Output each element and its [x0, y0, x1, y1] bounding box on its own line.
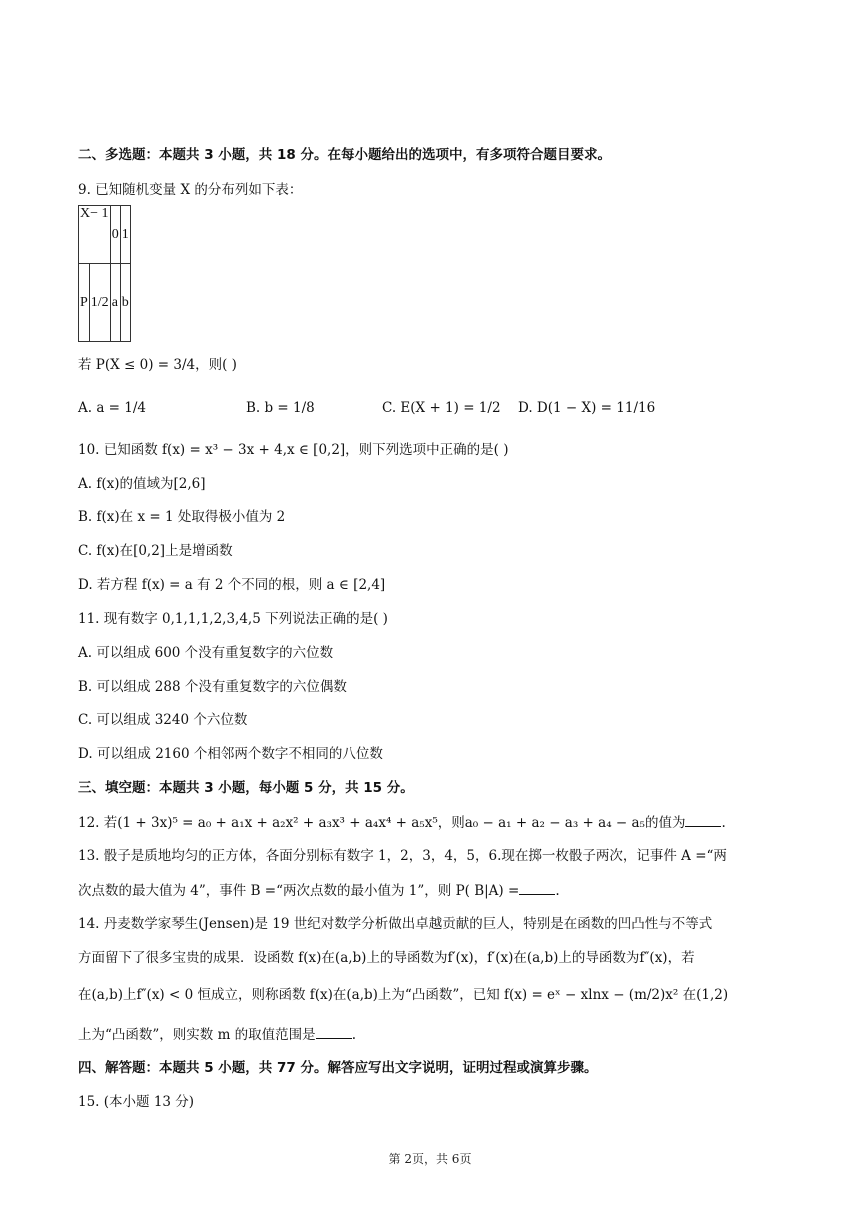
q14-line4-text: 上为“凸函数”，则实数 m 的取值范围是 [78, 1027, 316, 1043]
page-footer: 第 2页，共 6页 [388, 1152, 472, 1166]
q14-line2: 方面留下了很多宝贵的成果．设函数 f(x)在(a,b)上的导函数为f′(x)，f′(x)在(a,b)上的导函数为f″(x)，若 [78, 950, 695, 966]
q10-option-c: C. f(x)在[0,2]上是增函数 [78, 543, 233, 559]
table-cell-0: 0 [110, 206, 120, 264]
q15-title: 15. (本小题 13 分) [78, 1094, 195, 1110]
q13-line2: 次点数的最大值为 4”，事件 B =“两次点数的最小值为 1”，则 P( B|A) = . [78, 880, 560, 901]
section4-header: 四、解答题：本题共 5 小题，共 77 分。解答应写出文字说明，证明过程或演算步骤。 [78, 1060, 598, 1076]
q14-line1: 14. 丹麦数学家琴生(Jensen)是 19 世纪对数学分析做出卓越贡献的巨人，特别是在函数的凹凸性与不等式 [78, 916, 713, 932]
q9-option-a: A. a = 1/4 [78, 400, 147, 416]
q10-option-a: A. f(x)的值域为[2,6] [78, 476, 206, 492]
distribution-table [78, 205, 131, 342]
q11-option-a: A. 可以组成 600 个没有重复数字的六位数 [78, 645, 334, 661]
q11-option-b: B. 可以组成 288 个没有重复数字的六位偶数 [78, 679, 347, 695]
q11-option-c: C. 可以组成 3240 个六位数 [78, 712, 248, 728]
section2-header: 二、多选题：本题共 3 小题，共 18 分。在每小题给出的选项中，有多项符合题目要求。 [78, 147, 611, 163]
q10-option-d: D. 若方程 f(x) = a 有 2 个不同的根，则 a ∈ [2,4] [78, 577, 386, 593]
table-cell-1: 1 [120, 206, 130, 264]
q9-option-c: C. E(X + 1) = 1/2 [382, 400, 501, 416]
answer-blank [685, 812, 721, 827]
section3-header: 三、填空题：本题共 3 小题，每小题 5 分，共 15 分。 [78, 780, 414, 796]
table-cell-x: X− 1 [79, 206, 111, 264]
table-cell-a: a [110, 264, 120, 342]
q9-option-d: D. D(1 − X) = 11/16 [518, 400, 656, 416]
table-cell-b: b [120, 264, 130, 342]
answer-blank [519, 880, 555, 895]
q12: 12. 若(1 + 3x)⁵ = a₀ + a₁x + a₂x² + a₃x³ + a₄x⁴ + a₅x⁵，则a₀ − a₁ + a₂ − a₃ + a₄ − a₅的值为 . [78, 812, 726, 833]
q9-condition: 若 P(X ≤ 0) = 3/4，则( ) [78, 357, 237, 373]
q9-stem: 9. 已知随机变量 X 的分布列如下表： [78, 182, 303, 198]
q11-stem: 11. 现有数字 0,1,1,1,2,3,4,5 下列说法正确的是( ) [78, 611, 388, 627]
q9-options [78, 400, 778, 422]
table-cell-p: P [79, 264, 90, 342]
q14-line3: 在(a,b)上f″(x) < 0 恒成立，则称函数 f(x)在(a,b)上为“凸函数”，已知 f(x) = eˣ − xlnx − (m/2)x² 在(1,2) [78, 987, 729, 1003]
q13-line1: 13. 骰子是质地均匀的正方体，各面分别标有数字 1，2，3，4，5，6.现在掷一枚骰子两次，记事件 A =“两 [78, 848, 727, 864]
q10-option-b: B. f(x)在 x = 1 处取得极小值为 2 [78, 509, 286, 525]
table-cell-half: 1/2 [89, 264, 110, 342]
q14-line4: 上为“凸函数”，则实数 m 的取值范围是 . [78, 1024, 356, 1045]
q9-option-b: B. b = 1/8 [246, 400, 315, 416]
q11-option-d: D. 可以组成 2160 个相邻两个数字不相同的八位数 [78, 746, 383, 762]
q13-line2-text: 次点数的最大值为 4”，事件 B =“两次点数的最小值为 1”，则 P( B|A) = [78, 883, 520, 899]
answer-blank [316, 1024, 352, 1039]
q10-stem: 10. 已知函数 f(x) = x³ − 3x + 4,x ∈ [0,2]，则下列选项中正确的是( ) [78, 442, 509, 458]
q12-text: 12. 若(1 + 3x)⁵ = a₀ + a₁x + a₂x² + a₃x³ + a₄x⁴ + a₅x⁵，则a₀ − a₁ + a₂ − a₃ + a₄ − a₅的值为 [78, 815, 686, 831]
